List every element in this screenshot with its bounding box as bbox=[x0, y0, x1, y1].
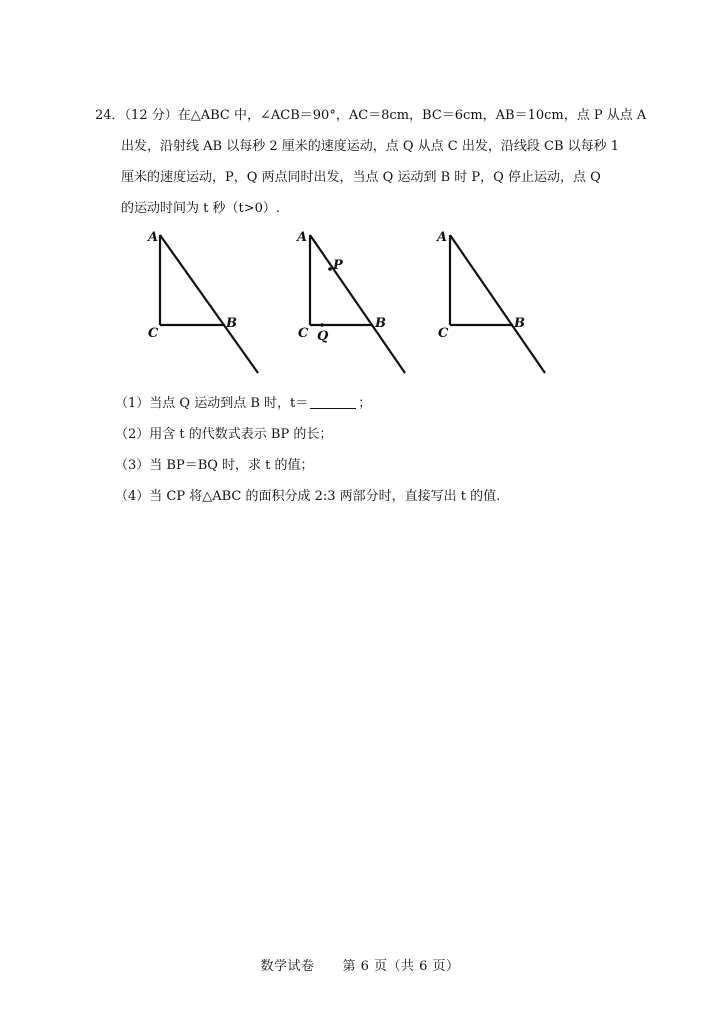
ray-ab bbox=[160, 235, 258, 373]
point-q bbox=[320, 323, 324, 327]
label-c: C bbox=[148, 326, 159, 341]
label-a: A bbox=[148, 230, 159, 245]
label-b: B bbox=[375, 316, 386, 331]
problem-24 bbox=[95, 100, 647, 224]
question-2: （2）用含 t 的代数式表示 BP 的长； bbox=[115, 427, 333, 442]
question-4: （4）当 CP 将△ABC 的面积分成 2:3 两部分时，直接写出 t 的值. bbox=[115, 489, 501, 504]
problem-text-1: 在△ABC 中，∠ACB＝90°，AC＝8cm，BC＝6cm，AB＝10cm，点 P 从点 A bbox=[177, 108, 647, 123]
problem-line-2: 出发，沿射线 AB 以每秒 2 厘米的速度运动，点 Q 从点 C 出发，沿线段 CB 以每秒 1 bbox=[121, 139, 620, 154]
problem-score: （12 分） bbox=[124, 108, 178, 123]
footer-subject: 数学试卷 bbox=[260, 959, 315, 974]
label-a: A bbox=[437, 230, 448, 245]
question-1-text: （1）当点 Q 运动到点 B 时，t＝ bbox=[115, 396, 309, 411]
triangle-figures bbox=[140, 225, 560, 380]
figures-svg bbox=[140, 225, 560, 380]
question-1 bbox=[115, 388, 615, 419]
label-c: C bbox=[298, 326, 309, 341]
label-p: P bbox=[333, 258, 343, 273]
figure-1 bbox=[146, 230, 258, 373]
question-3: （3）当 BP＝BQ 时，求 t 的值； bbox=[115, 458, 314, 473]
footer-page-number: 第 6 页（共 6 页） bbox=[342, 959, 460, 974]
problem-number: 24． bbox=[95, 108, 125, 123]
ray-ab bbox=[310, 235, 405, 373]
label-b: B bbox=[514, 316, 525, 331]
label-q: Q bbox=[317, 329, 329, 344]
problem-line-4: 的运动时间为 t 秒（t>0）. bbox=[121, 201, 281, 216]
label-b: B bbox=[226, 316, 237, 331]
problem-line-1 bbox=[95, 100, 647, 131]
page-footer bbox=[0, 955, 720, 974]
point-p bbox=[328, 267, 332, 271]
sub-questions bbox=[115, 388, 615, 512]
figure-3 bbox=[435, 230, 545, 373]
figure-2 bbox=[295, 230, 405, 373]
label-c: C bbox=[438, 326, 449, 341]
question-1-suffix: ； bbox=[358, 396, 372, 411]
ray-ab bbox=[450, 235, 545, 373]
label-a: A bbox=[297, 230, 308, 245]
problem-line-3: 厘米的速度运动，P，Q 两点同时出发，当点 Q 运动到 B 时 P，Q 停止运动，点 Q bbox=[121, 170, 601, 185]
answer-blank bbox=[310, 394, 356, 409]
